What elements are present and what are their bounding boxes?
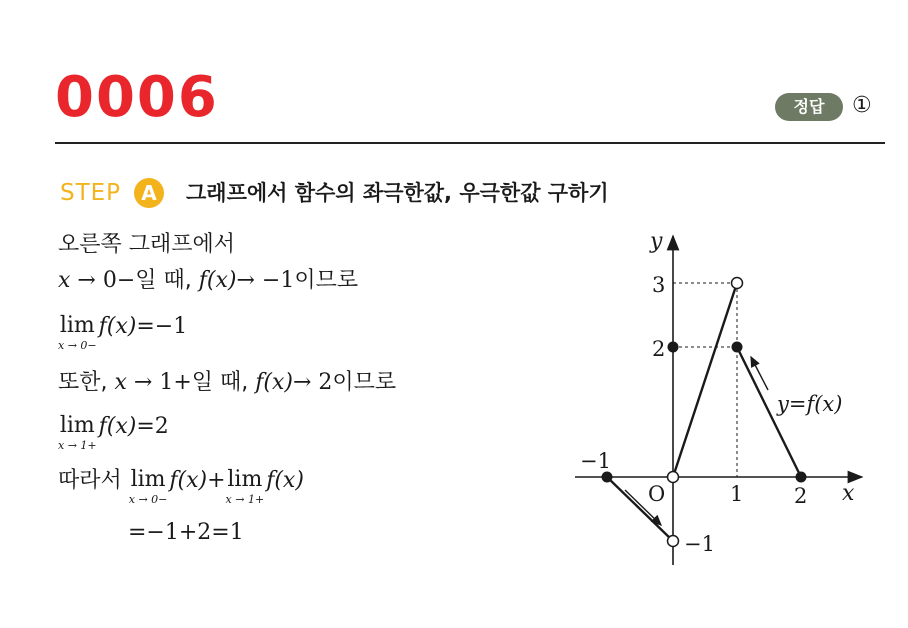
text-when: 일 때, bbox=[191, 370, 256, 395]
plus-sign: + bbox=[207, 468, 226, 493]
lim-subscript: x → 0− bbox=[58, 339, 97, 352]
y-tick-3: 3 bbox=[652, 273, 666, 297]
step-letter-circle: A bbox=[134, 178, 164, 208]
approach-arrow-right bbox=[751, 357, 768, 390]
segment-middle bbox=[673, 283, 737, 477]
function-expr: f(x) bbox=[255, 370, 293, 395]
filled-point-neg1-0 bbox=[602, 472, 613, 483]
lim-word: lim bbox=[227, 467, 263, 492]
open-point-0-neg1 bbox=[668, 536, 679, 547]
answer-badge: 정답 bbox=[775, 93, 843, 121]
approach-arrow: → 0− bbox=[70, 268, 136, 293]
limit-result: =−1 bbox=[136, 314, 188, 339]
x-tick-neg1: −1 bbox=[580, 449, 611, 473]
prefix-text: 따라서 bbox=[58, 468, 129, 493]
solution-line-7: =−1+2=1 bbox=[128, 520, 244, 545]
x-tick-1: 1 bbox=[730, 482, 744, 506]
function-expr-left: f(x) bbox=[169, 468, 208, 493]
filled-point-1-2 bbox=[732, 342, 743, 353]
limit-result: =2 bbox=[136, 414, 169, 439]
step-title: 그래프에서 함수의 좌극한값, 우극한값 구하기 bbox=[186, 181, 609, 205]
solution-line-1: 오른쪽 그래프에서 bbox=[58, 232, 236, 257]
x-variable: x bbox=[58, 268, 71, 293]
x-variable: x bbox=[114, 370, 127, 395]
function-expr: f(x) bbox=[198, 268, 237, 293]
lim-word: lim bbox=[130, 467, 166, 492]
text-when: 일 때, bbox=[135, 268, 199, 293]
y-tick-neg1: −1 bbox=[684, 532, 715, 556]
step-label: STEP bbox=[60, 180, 122, 206]
x-tick-2: 2 bbox=[794, 484, 808, 508]
text-so: 이므로 bbox=[332, 370, 397, 395]
function-expr: f(x) bbox=[98, 414, 137, 439]
lim-subscript: x → 0− bbox=[128, 493, 168, 506]
filled-point-2-0 bbox=[796, 472, 807, 483]
answer-value: ① bbox=[852, 93, 872, 118]
lim-subscript: x → 1+ bbox=[58, 439, 97, 452]
lim-subscript: x → 1+ bbox=[225, 493, 265, 506]
function-expr-right: f(x) bbox=[266, 468, 304, 493]
result-arrow: → 2 bbox=[292, 370, 333, 395]
filled-point-0-2 bbox=[668, 342, 679, 353]
function-label: y=f(x) bbox=[777, 392, 843, 416]
text-so: 이므로 bbox=[294, 268, 359, 293]
lim-word: lim bbox=[59, 413, 95, 438]
y-tick-2: 2 bbox=[652, 337, 666, 361]
lim-word: lim bbox=[59, 313, 95, 338]
function-expr: f(x) bbox=[98, 314, 137, 339]
result-arrow: → −1 bbox=[236, 268, 295, 293]
y-axis-label: y bbox=[650, 229, 663, 254]
problem-number: 0006 bbox=[55, 65, 219, 130]
prefix-text: 또한, bbox=[58, 370, 115, 395]
open-point-origin bbox=[668, 472, 679, 483]
origin-label: O bbox=[648, 482, 666, 506]
open-point-1-3 bbox=[732, 278, 743, 289]
approach-arrow: → 1+ bbox=[126, 370, 192, 395]
x-axis-label: x bbox=[842, 481, 855, 506]
